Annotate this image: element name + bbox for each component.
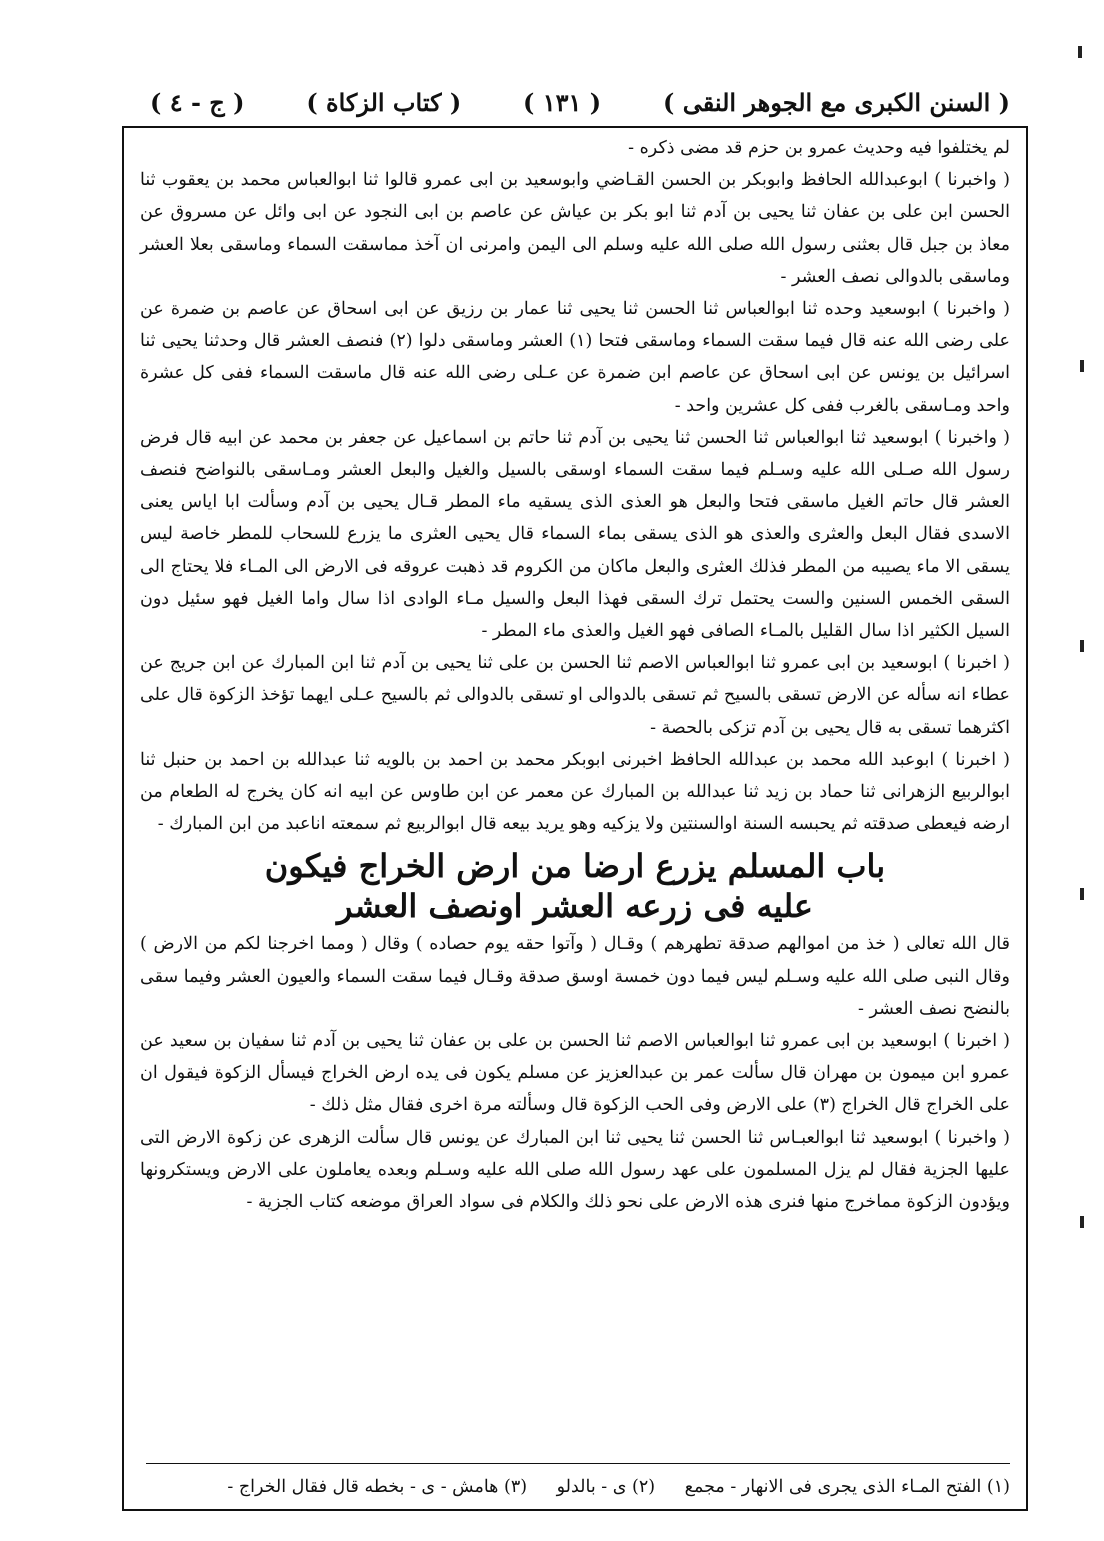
margin-mark bbox=[1080, 888, 1084, 900]
section-title bbox=[140, 846, 1010, 926]
footnotes bbox=[150, 1472, 1010, 1502]
paragraph: قال الله تعالى ( خذ من اموالهم صدقة تطهرهم ) وقـال ( وآتوا حقه يوم حصاده ) وقال ( ومما اخرجنا لكم من الارض ) وقال النبى صلى الله عليه وسـلم ليس فيما دون خمسة اوسق صدقة وقـال فيما سقت السماء والعيون العشر وفيما سقى بالنضح نصف العشر - bbox=[140, 934, 1010, 1019]
footnote-divider bbox=[146, 1463, 1010, 1464]
footnote-2: (٢) ى - بالدلو bbox=[556, 1477, 656, 1497]
book-title: ( السنن الكبرى مع الجوهر النقى ) bbox=[662, 87, 1010, 117]
chapter-title: ( كتاب الزكاة ) bbox=[306, 87, 462, 117]
margin-mark bbox=[1080, 1216, 1084, 1228]
page-number: ( ١٣١ ) bbox=[523, 87, 602, 117]
paragraph: ( اخبرنا ) ابوعبد الله محمد بن عبدالله الحافظ اخبرنى ابوبكر محمد بن احمد بن بالويه ثنا عبدالله بن احمد بن حنبل ثنا ابوالربيع الزهرانى ثنا حماد بن زيد ثنا عبدالله بن المبارك عن معمر عن ابن طاوس عن ابيه انه كان يخرج له الطعام من ارضه فيعطى صدقته ثم يحبسه السنة اوالسنتين ولا يزكيه وهو يريد بيعه قال ابوالربيع ثم سمعته اناعبد من ابن المبارك - bbox=[140, 749, 1010, 835]
volume-number: ( ج - ٤ ) bbox=[150, 87, 245, 117]
paragraph: ( واخبرنا ) ابوسعيد ثنا ابوالعبـاس ثنا الحسن ثنا يحيى ثنا ابن المبارك عن يونس قال سألت الزهرى عن زكوة الارض التى عليها الجزية فقال لم يزل المسلمون على عهد رسول الله صلى الله عليه وسـلم وبعده يعاملون على الارض ويستكرونها ويؤدون الزكوة مماخرج منها فنرى هذه الارض على نحو ذلك والكلام فى سواد العراق موضعه كتاب الجزية - bbox=[140, 1127, 1010, 1213]
footnote-1: (١) الفتح المـاء الذى يجرى فى الانهار - مجمع bbox=[684, 1477, 1010, 1497]
section-title-line: باب المسلم يزرع ارضا من ارض الخراج فيكون bbox=[264, 847, 886, 886]
footnote-3: (٣) هامش - ى - بخطه قال فقال الخراج - bbox=[227, 1477, 528, 1497]
paragraph: ( واخبرنا ) ابوسعيد وحده ثنا ابوالعباس ثنا الحسن ثنا يحيى ثنا عمار بن رزيق عن ابى اسحاق عن عاصم بن ضمرة عن على رضى الله عنه قال فيما سقت السماء وماسقى فتحا (١) العشر وماسقى دلوا (٢) فنصف العشر قال وحدثنا يحيى ثنا اسرائيل بن يونس عن ابى اسحاق عن عاصم ابن ضمرة عن عـلى رضى الله عنه قال ماسقت السماء ففى كل عشرة واحد ومـاسقى بالغرب ففى كل عشرين واحد - bbox=[140, 299, 1010, 416]
running-header bbox=[150, 78, 1010, 126]
main-text bbox=[140, 132, 1010, 1218]
margin-mark bbox=[1078, 46, 1082, 58]
paragraph: لم يختلفوا فيه وحديث عمرو بن حزم قد مضى ذكره - bbox=[628, 138, 1010, 158]
margin-mark bbox=[1080, 640, 1084, 652]
paragraph: ( اخبرنا ) ابوسعيد بن ابى عمرو ثنا ابوالعباس الاصم ثنا الحسن بن على ثنا يحيى بن آدم ثنا ابن المبارك عن ابن جريج عن عطاء انه سأله عن الارض تسقى بالسيح ثم تسقى بالدوالى او تسقى بالدوالى ثم بالسيح عـلى ايهما تؤخذ الزكوة قال على اكثرهما تسقى به قال يحيى بن آدم تزكى بالحصة - bbox=[140, 653, 1010, 738]
section-title-line: عليه فى زرعه العشر اونصف العشر bbox=[336, 887, 813, 926]
margin-mark bbox=[1080, 360, 1084, 372]
paragraph: ( واخبرنا ) ابوسعيد ثنا ابوالعباس ثنا الحسن ثنا يحيى بن آدم ثنا حاتم بن اسماعيل عن جعفر بن محمد عن ابيه قال فرض رسول الله صـلى الله عليه وسـلم فيما سقت السماء اوسقى بالسيل والغيل والبعل العشر ومـاسقى بالنواضح فنصف العشر قال حاتم الغيل ماسقى فتحا والبعل هو العذى الذى يسقيه ماء المطر قـال يحيى بن آدم وسألت ابا اياس يعنى الاسدى فقال البعل والعثرى والعذى هو الذى يسقى بماء السماء قال يحيى العثرى ما يزرع للسحاب للمطر خاصة ليس يسقى الا ماء يصيبه من المطر فذلك العثرى والبعل ماكان من الكروم قد ذهبت عروقه فى الارض الى المـاء فلا يحتاج الى السقى الخمس السنين والست يحتمل ترك السقى فهذا البعل والسيل مـاء الوادى اذا سال واما الغيل فهو سئيل دون السيل الكثير اذا سال القليل بالمـاء الصافى فهو الغيل والعذى ماء المطر - bbox=[140, 427, 1010, 642]
paragraph: ( اخبرنا ) ابوسعيد بن ابى عمرو ثنا ابوالعباس الاصم ثنا الحسن بن على بن عفان ثنا يحيى بن آدم ثنا سفيان بن سعيد عن عمرو ابن ميمون بن مهران قال سألت عمر بن عبدالعزيز عن مسلم يكون فى يده ارض الخراج فيسأل الزكوة فيقول ان على الخراج قال الخراج (٣) على الارض وفى الحب الزكوة قال وسألته مرة اخرى فقال مثل ذلك - bbox=[140, 1031, 1010, 1116]
paragraph: ( واخبرنا ) ابوعبدالله الحافظ وابوبكر بن الحسن القـاضي وابوسعيد بن ابى عمرو قالوا ثنا ابوالعباس محمد بن يعقوب ثنا الحسن ابن على بن عفان ثنا يحيى بن آدم ثنا ابو بكر بن عياش عن عاصم بن ابى النجود عن ابى وائل عن مسروق عن معاذ بن جبل قال بعثنى رسول الله صلى الله عليه وسلم الى اليمن وامرنى ان آخذ مماسقت السماء وماسقى بعلا العشر وماسقى بالدوالى نصف العشر - bbox=[140, 170, 1010, 287]
